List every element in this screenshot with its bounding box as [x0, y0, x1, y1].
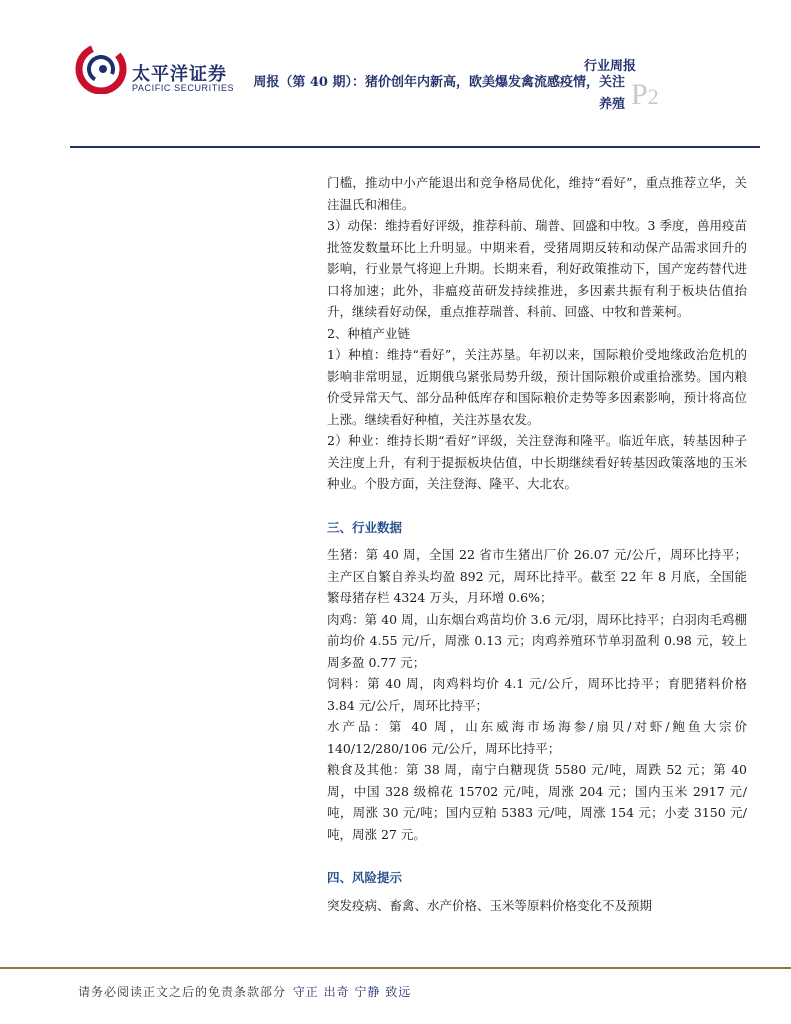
report-type: 行业周报	[583, 59, 636, 74]
report-title-line-2: 养殖	[598, 97, 625, 112]
footer-divider	[0, 967, 791, 969]
section-heading-risk: 四、风险提示	[327, 870, 403, 885]
brand-name-cn: 太平洋证券	[132, 64, 227, 85]
footer	[78, 983, 411, 1000]
section-heading-industry-data: 三、行业数据	[327, 519, 403, 535]
report-title	[233, 72, 625, 116]
body-paragraph: 饲料：第 40 周，肉鸡料均价 4.1 元/公斤，周环比持平；育肥猪料价格 3.84 元/公斤，周环比持平；	[327, 676, 747, 713]
pacific-securities-logo	[75, 42, 127, 94]
body-paragraph: 粮食及其他：第 38 周，南宁白糖现货 5580 元/吨，周跌 52 元；第 40 周，中国 328 级棉花 15702 元/吨，周涨 204 元；国内玉米 2917 元/吨，周涨 30 元/吨；国内豆粕 5383 元/吨，周涨 154 元；小麦 3150 元/吨，周涨 27 元。	[327, 762, 747, 842]
body-paragraph: 突发疫病、畜禽、水产价格、玉米等原料价格变化不及预期	[327, 897, 653, 913]
page-number-prefix: P	[631, 78, 648, 111]
body-paragraph: 3）动保：维持看好评级，推荐科前、瑞普、回盛和中牧。3 季度，兽用疫苗批签发数量环比上升明显。中期来看，受猪周期反转和动保产品需求回升的影响，行业景气将迎上升期。长期来看，利好政策推动下，国产宠药替代进口将加速；此外，非瘟疫苗研发持续推进，多因素共振有利于板块估值抬升，继续看好动保，重点推荐瑞普、科前、回盛、中牧和普莱柯。	[327, 218, 747, 319]
body-paragraph: 肉鸡：第 40 周，山东烟台鸡苗均价 3.6 元/羽，周环比持平；白羽肉毛鸡棚前均价 4.55 元/斤，周涨 0.13 元；肉鸡养殖环节单羽盈利 0.98 元，较上周多盈 0.77 元；	[327, 611, 747, 670]
page-number-value: 2	[647, 84, 659, 109]
report-title-line-1: 周报（第 40 期）：猪价创年内新高，欧美爆发禽流感疫情，关注	[253, 75, 625, 90]
body-paragraph: 2、种植产业链	[327, 325, 410, 341]
footer-disclaimer: 请务必阅读正文之后的免责条款部分	[78, 985, 287, 999]
body-paragraph: 2）种业：维持长期“看好”评级，关注登海和隆平。临近年底，转基因种子关注度上升，有利于提振板块估值，中长期继续看好转基因政策落地的玉米种业。个股方面，关注登海、隆平、大北农。	[327, 433, 747, 491]
body-paragraph: 生猪：第 40 周，全国 22 省市生猪出厂价 26.07 元/公斤，周环比持平；主产区自繁自养头均盈 892 元，周环比持平。截至 22 年 8 月底，全国能繁母猪存栏 4324 万头，月环增 0.6%；	[327, 547, 747, 605]
body-paragraph: 水产品：第 40 周，山东威海市场海参/扇贝/对虾/鲍鱼大宗价 140/12/280/106 元/公斤，周环比持平；	[327, 719, 747, 756]
body-paragraph: 1）种植：维持“看好”，关注苏垦。年初以来，国际粮价受地缘政治危机的影响非常明显，近期俄乌紧张局势升级，预计国际粮价或重拾涨势。国内粮价受异常天气、部分品种低库存和国际粮价走势等多因素影响，预计将高位上涨。继续看好种植，关注苏垦农发。	[327, 347, 747, 427]
header-divider	[70, 146, 760, 148]
page-number	[631, 78, 659, 112]
footer-motto: 守正 出奇 宁静 致远	[292, 985, 412, 999]
brand-name-en: PACIFIC SECURITIES	[132, 83, 235, 93]
report-body	[327, 172, 747, 916]
body-paragraph: 门槛，推动中小产能退出和竞争格局优化，维持“看好”，重点推荐立华，关注温氏和湘佳。	[327, 175, 747, 212]
